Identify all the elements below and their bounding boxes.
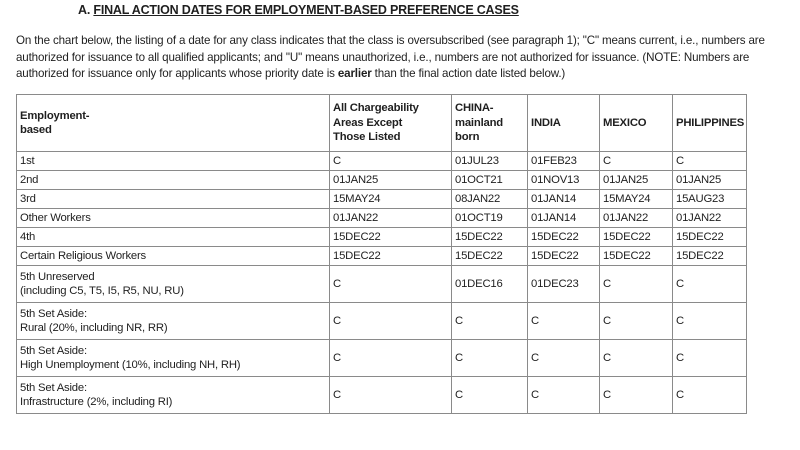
date-cell: C <box>673 303 747 340</box>
date-cell: 01OCT21 <box>452 171 528 190</box>
text-line: 4th <box>20 230 36 243</box>
header-text: PHILIPPINES <box>676 116 745 129</box>
date-cell: C <box>528 377 600 414</box>
date-cell: C <box>673 377 747 414</box>
table-row <box>17 228 747 247</box>
date-cell: C <box>528 340 600 377</box>
intro-text-after: than the final action date listed below.) <box>371 67 566 80</box>
date-cell: 01JAN25 <box>600 171 673 190</box>
date-cell: C <box>330 303 452 340</box>
date-cell: 01JAN22 <box>330 209 452 228</box>
text-line: 1st <box>20 154 35 167</box>
date-cell: 01NOV13 <box>528 171 600 190</box>
date-cell: C <box>330 152 452 171</box>
text-line: 5th Set Aside: <box>20 307 87 320</box>
section-heading <box>78 3 519 17</box>
header-employment-based <box>17 95 330 152</box>
date-cell: 01JAN14 <box>528 209 600 228</box>
category-cell <box>17 171 330 190</box>
header-text: Employment- <box>20 109 90 122</box>
date-cell: 15DEC22 <box>330 247 452 266</box>
date-cell: C <box>452 340 528 377</box>
intro-paragraph <box>16 33 786 83</box>
date-cell: C <box>673 152 747 171</box>
table-row <box>17 340 747 377</box>
date-cell: 01DEC23 <box>528 266 600 303</box>
intro-emphasis: earlier <box>337 67 372 80</box>
category-cell <box>17 303 330 340</box>
date-cell: 15DEC22 <box>673 228 747 247</box>
date-cell: C <box>452 377 528 414</box>
date-cell: 01JAN25 <box>330 171 452 190</box>
category-cell <box>17 209 330 228</box>
text-line: Infrastructure (2%, including RI) <box>20 396 173 408</box>
date-cell: C <box>673 340 747 377</box>
date-cell: 01JUL23 <box>452 152 528 171</box>
text-line: Rural (20%, including NR, RR) <box>20 322 168 334</box>
final-action-dates-table <box>16 94 747 414</box>
date-cell: 08JAN22 <box>452 190 528 209</box>
date-cell: 01OCT19 <box>452 209 528 228</box>
header-text: mainland <box>455 116 503 129</box>
date-cell: 01FEB23 <box>528 152 600 171</box>
date-cell: 15DEC22 <box>600 247 673 266</box>
category-cell <box>17 152 330 171</box>
header-china <box>452 95 528 152</box>
header-text: All Chargeability <box>333 102 419 115</box>
header-text: CHINA- <box>455 102 494 115</box>
date-cell: C <box>452 303 528 340</box>
date-cell: C <box>600 340 673 377</box>
header-row <box>17 95 747 152</box>
text-line: Other Workers <box>20 211 91 224</box>
header-text: born <box>455 131 480 144</box>
date-cell: C <box>600 266 673 303</box>
text-line: 3rd <box>20 192 36 205</box>
text-line: Certain Religious Workers <box>20 249 147 262</box>
date-cell: 01JAN25 <box>673 171 747 190</box>
category-cell <box>17 228 330 247</box>
date-cell: 01JAN22 <box>673 209 747 228</box>
header-text: Those Listed <box>333 131 401 144</box>
header-mexico <box>600 95 673 152</box>
category-cell <box>17 247 330 266</box>
table-row <box>17 190 747 209</box>
header-text: based <box>20 124 52 136</box>
date-cell: 15DEC22 <box>452 247 528 266</box>
table-row <box>17 152 747 171</box>
category-cell <box>17 190 330 209</box>
date-cell: C <box>600 152 673 171</box>
category-cell <box>17 340 330 377</box>
table-row <box>17 266 747 303</box>
date-cell: 15DEC22 <box>600 228 673 247</box>
date-cell: 15MAY24 <box>600 190 673 209</box>
date-cell: 15DEC22 <box>528 228 600 247</box>
date-cell: 01DEC16 <box>452 266 528 303</box>
header-text: INDIA <box>531 116 561 129</box>
date-cell: 15AUG23 <box>673 190 747 209</box>
category-cell <box>17 377 330 414</box>
text-line: 2nd <box>20 173 39 186</box>
header-all-chargeability <box>330 95 452 152</box>
text-line: 5th Set Aside: <box>20 381 87 394</box>
table-row <box>17 171 747 190</box>
text-line: 5th Set Aside: <box>20 344 87 357</box>
table-row <box>17 303 747 340</box>
date-cell: C <box>528 303 600 340</box>
date-cell: C <box>330 266 452 303</box>
date-cell: C <box>330 340 452 377</box>
intro-text-before: On the chart below, the listing of a date for any class indicates that the class is oversubscribed (see paragraph 1); "C" means current, i.e., numbers are authorized for issuance to all qualified applicants; and "U" means unauthorized, i.e., numbers are not authorized for issuance. (NOTE: Numbers are authorized for issuance only for applicants whose priority date is <box>16 34 765 80</box>
table-row <box>17 209 747 228</box>
section-letter: A. <box>78 3 91 17</box>
section-title: FINAL ACTION DATES FOR EMPLOYMENT-BASED PREFERENCE CASES <box>93 3 519 17</box>
header-india <box>528 95 600 152</box>
date-cell: C <box>330 377 452 414</box>
date-cell: C <box>600 303 673 340</box>
text-line: High Unemployment (10%, including NH, RH) <box>20 359 241 371</box>
date-cell: C <box>600 377 673 414</box>
table-row <box>17 377 747 414</box>
category-cell <box>17 266 330 303</box>
date-cell: 01JAN14 <box>528 190 600 209</box>
date-cell: 01JAN22 <box>600 209 673 228</box>
text-line: 5th Unreserved <box>20 270 95 283</box>
date-cell: 15MAY24 <box>330 190 452 209</box>
table-body <box>17 152 747 414</box>
date-cell: 15DEC22 <box>528 247 600 266</box>
header-text: MEXICO <box>603 116 647 129</box>
table-row <box>17 247 747 266</box>
date-cell: C <box>673 266 747 303</box>
header-text: Areas Except <box>333 116 403 129</box>
date-cell: 15DEC22 <box>452 228 528 247</box>
date-cell: 15DEC22 <box>330 228 452 247</box>
text-line: (including C5, T5, I5, R5, NU, RU) <box>20 285 184 297</box>
header-philippines <box>673 95 747 152</box>
date-cell: 15DEC22 <box>673 247 747 266</box>
